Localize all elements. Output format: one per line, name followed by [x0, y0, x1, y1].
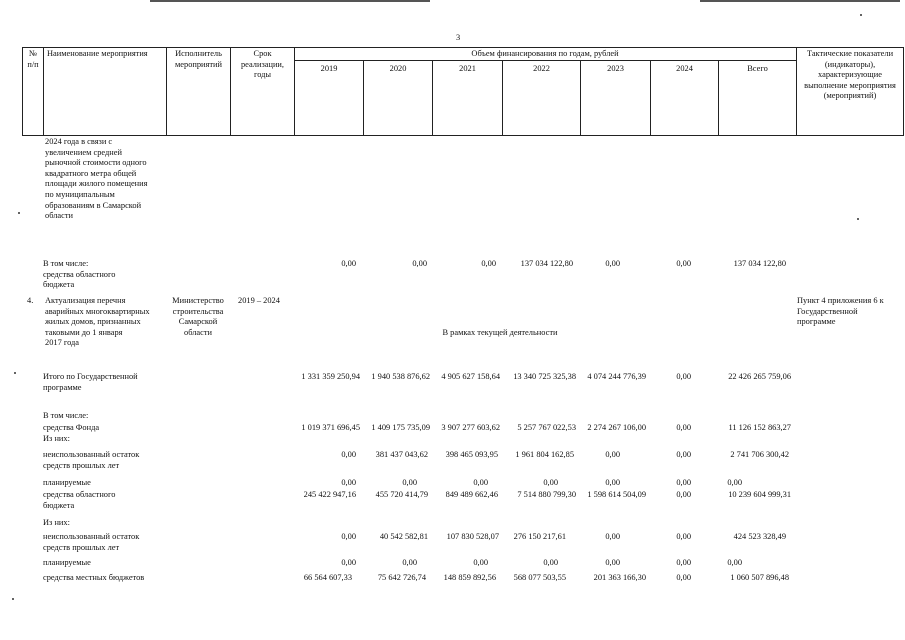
fund-unused-value: 0,00 [676, 450, 691, 459]
regional-total-value: 10 239 604 999,31 [728, 490, 791, 499]
local-budgets-value: 1 060 507 896,48 [730, 573, 789, 582]
fund-value: 3 907 277 603,62 [441, 423, 500, 432]
row-regional-value: 137 034 122,80 [520, 259, 573, 268]
scan-speck [18, 212, 20, 214]
header-year-2021: 2021 [459, 64, 476, 73]
regional-planned-value: 0,00 [727, 558, 742, 567]
regional-unused-value: 0,00 [676, 532, 691, 541]
local-budgets-value: 148 859 892,56 [443, 573, 496, 582]
scan-speck [857, 218, 859, 220]
regional-total-value: 1 598 614 504,09 [587, 490, 646, 499]
fund-unused-value: 0,00 [341, 450, 356, 459]
fund-planned-value: 0,00 [473, 478, 488, 487]
row4-number: 4. [27, 296, 34, 305]
regional-planned-value: 0,00 [605, 558, 620, 567]
fund-planned-value: 0,00 [676, 478, 691, 487]
fund-planned-value: 0,00 [605, 478, 620, 487]
regional-total-value: 245 422 947,16 [303, 490, 356, 499]
header-year-2023: 2023 [607, 64, 624, 73]
page-number: 3 [456, 33, 461, 42]
header-year-2020: 2020 [389, 64, 407, 73]
including-label: В том числе: [43, 411, 89, 420]
scan-speck [14, 372, 16, 374]
row4-executor: Министерство строительства Самарской области [172, 296, 224, 337]
regional-planned-label: планируемые [43, 558, 91, 567]
fund-value: 1 409 175 735,09 [371, 423, 430, 432]
header-funding: Объем финансирования по годам, рублей [471, 49, 619, 58]
scan-speck [12, 598, 14, 600]
total-value: 0,00 [676, 372, 691, 381]
row4-term: 2019 – 2024 [238, 296, 280, 305]
fund-unused-value: 1 961 804 162,85 [515, 450, 574, 459]
row-regional-label: В том числе: средства областного бюджета [43, 259, 116, 290]
fund-planned-value: 0,00 [543, 478, 558, 487]
scan-speck [860, 14, 862, 16]
local-budgets-label: средства местных бюджетов [43, 573, 145, 582]
row-regional-value: 0,00 [481, 259, 496, 268]
regional-unused-value: 0,00 [341, 532, 356, 541]
regional-planned-value: 0,00 [402, 558, 417, 567]
local-budgets-value: 201 363 166,30 [593, 573, 646, 582]
total-label: Итого по Государственной программе [43, 372, 138, 392]
regional-unused-value: 0,00 [605, 532, 620, 541]
fund-unused-label: неиспользованный остаток средств прошлых лет [43, 450, 140, 470]
funding-subheader-line [294, 60, 796, 61]
scan-top-line-right [700, 0, 900, 2]
local-budgets-value: 0,00 [676, 573, 691, 582]
fund-label: средства Фонда [43, 423, 100, 432]
local-budgets-value: 568 077 503,55 [513, 573, 566, 582]
row-regional-value: 0,00 [341, 259, 356, 268]
regional-total-label: средства областного бюджета [43, 490, 116, 510]
fund-value: 0,00 [676, 423, 691, 432]
row-regional-value: 0,00 [412, 259, 427, 268]
total-value: 4 905 627 158,64 [441, 372, 500, 381]
fund-value: 1 019 371 696,45 [301, 423, 360, 432]
regional-total-value: 0,00 [676, 490, 691, 499]
fund-unused-value: 2 741 706 300,42 [730, 450, 789, 459]
total-value: 1 940 538 876,62 [371, 372, 430, 381]
fund-planned-value: 0,00 [341, 478, 356, 487]
row4-indicator: Пункт 4 приложения 6 к Государственной программе [797, 296, 884, 327]
row4-funding-note: В рамках текущей деятельности [442, 328, 558, 337]
regional-unused-label: неиспользованный остаток средств прошлых лет [43, 532, 140, 552]
header-total: Всего [747, 64, 768, 73]
regional-planned-value: 0,00 [543, 558, 558, 567]
total-value: 22 426 265 759,06 [728, 372, 791, 381]
row-regional-value: 137 034 122,80 [733, 259, 786, 268]
regional-total-value: 849 489 662,46 [445, 490, 498, 499]
row-regional-value: 0,00 [676, 259, 691, 268]
header-term: Срок реализации, годы [240, 49, 285, 80]
total-value: 13 340 725 325,38 [513, 372, 576, 381]
fund-planned-label: планируемые [43, 478, 91, 487]
regional-total-value: 455 720 414,79 [375, 490, 428, 499]
header-col-divider [43, 47, 44, 136]
regional-unused-value: 107 830 528,07 [446, 532, 499, 541]
table-top-border [22, 47, 904, 48]
total-value: 4 074 244 776,39 [587, 372, 646, 381]
regional-planned-value: 0,00 [341, 558, 356, 567]
header-year-2019: 2019 [320, 64, 338, 73]
regional-unused-value: 40 542 582,81 [379, 532, 428, 541]
total-value: 1 331 359 250,94 [301, 372, 360, 381]
fund-planned-value: 0,00 [402, 478, 417, 487]
header-col-divider [294, 47, 295, 136]
header-indicators: Тактические показатели (индикаторы), характеризующие выполнение мероприятия (мероприятий) [804, 49, 896, 101]
header-col-divider [903, 47, 904, 136]
local-budgets-value: 75 642 726,74 [377, 573, 426, 582]
of-them-label: Из них: [43, 518, 70, 527]
header-activity-name: Наименование мероприятия [47, 49, 148, 58]
of-them-label: Из них: [43, 434, 70, 443]
continued-description: 2024 года в связи с увеличением средней рыночной стоимости одного квадратного метра общей площади жилого помещения по муниципальным образованиям в Самарской области [45, 137, 148, 221]
regional-planned-value: 0,00 [676, 558, 691, 567]
header-year-2024: 2024 [676, 64, 693, 73]
header-bottom-border [22, 135, 904, 136]
local-budgets-value: 66 564 607,33 [303, 573, 352, 582]
regional-planned-value: 0,00 [473, 558, 488, 567]
scan-top-line-left [150, 0, 430, 2]
regional-unused-value: 276 150 217,61 [513, 532, 566, 541]
fund-value: 5 257 767 022,53 [517, 423, 576, 432]
row4-name: Актуализация перечня аварийных многоквартирных жилых домов, признанных таковыми до 1 января 2017 года [45, 296, 150, 348]
fund-unused-value: 381 437 043,62 [375, 450, 428, 459]
row-regional-value: 0,00 [605, 259, 620, 268]
regional-unused-value: 424 523 328,49 [733, 532, 786, 541]
regional-total-value: 7 514 880 799,30 [517, 490, 576, 499]
header-number: № п/п [27, 49, 39, 69]
header-year-2022: 2022 [533, 64, 550, 73]
fund-planned-value: 0,00 [727, 478, 742, 487]
header-executor: Исполнитель мероприятий [174, 49, 223, 69]
fund-value: 11 126 152 863,27 [728, 423, 791, 432]
fund-unused-value: 398 465 093,95 [445, 450, 498, 459]
fund-unused-value: 0,00 [605, 450, 620, 459]
fund-value: 2 274 267 106,00 [587, 423, 646, 432]
